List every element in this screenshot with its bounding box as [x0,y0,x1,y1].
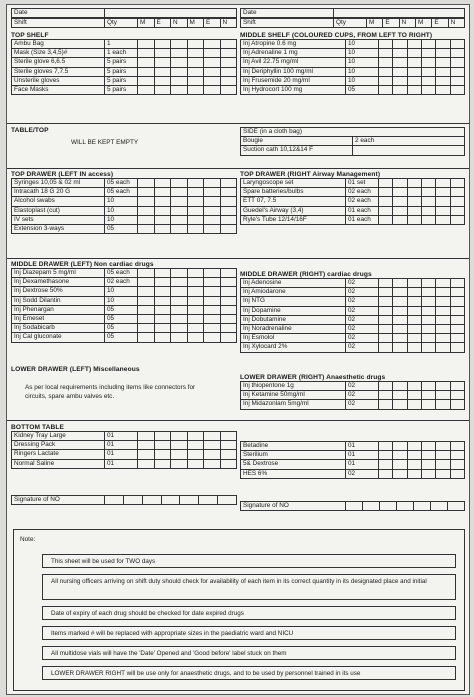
item-name: Inj Dexamethasone [12,278,105,287]
note-item: Items marked # will be replaced with appropriate sizes in the paediatric ward and NICU [42,626,456,640]
item-qty: 02 [346,279,379,288]
item-name: Inj Midazonlam 5mg/ml [241,400,346,409]
section-title: TOP DRAWER (RIGHT Airway Management) [240,171,381,178]
item-qty: 02 [346,306,379,315]
item-qty: 10 [346,40,379,49]
item-qty: 05 [105,314,138,323]
item-qty: 05 each [105,179,138,188]
item-name: Alcohol swabs [12,197,105,206]
section-title: TABLE/TOP [11,127,49,134]
section-title: TOP DRAWER (LEFT IN access) [11,171,114,178]
item-qty: 02 each [346,197,379,206]
item-name: Sterile glove 6,6.5 [12,58,105,67]
signature-label: Signature of NO [12,496,105,505]
section-title: LOWER DRAWER (LEFT) Miscellaneous [11,366,140,373]
shift-e1: E [154,19,171,28]
bottom-table-right [240,441,465,479]
item-qty: 10 [105,287,138,296]
item-name: ETT 07, 7.5 [241,197,346,206]
item-name: Inj Dobutamine [241,315,346,324]
item-name: Inj Dopamine [241,306,346,315]
divider [7,420,469,421]
item-name: Extension 3-ways [12,224,105,233]
header-right [240,8,465,28]
item-qty: 5 pairs [105,58,138,67]
item-name: Guedel's Airway (3,4) [241,206,346,215]
item-qty: 02 [346,343,379,352]
item-name: Inj Deriphyllin 100 mg/ml [241,67,346,76]
bottom-table-left [11,424,237,469]
item-name: Inj Esmolol [241,334,346,343]
item-qty: 02 [346,400,379,409]
item-name: Suction cath 10,12&14 F [241,146,353,155]
item-qty: 5 pairs [105,67,138,76]
divider [7,168,469,169]
item-name: Elastoplast (cut) [12,206,105,215]
date-label: Date [12,9,105,18]
item-name: Spare batteries/bulbs [241,188,346,197]
item-qty: 01 [105,459,138,468]
item-qty: 05 [105,305,138,314]
item-name: Inj NTG [241,297,346,306]
item-name: Intracath 18 G 20 G [12,188,105,197]
lower-drawer-left [11,366,237,401]
middle-drawer-left [11,261,237,343]
qty-label: Qty [334,19,367,28]
item-name: Dressing Pack [12,441,105,450]
item-qty: 10 [105,206,138,215]
item-qty: 01 each [346,215,379,224]
section-title: LOWER DRAWER (RIGHT) Anaesthetic drugs [240,374,386,381]
item-name: Inj Cal gluconate [12,333,105,342]
item-qty: 01 [105,432,138,441]
table-top [11,127,237,146]
qty-label: Qty [105,19,138,28]
top-drawer-right [240,171,465,225]
shift-n2: N [448,19,464,28]
item-name: Inj Adenosine [241,279,346,288]
item-qty: 01 [105,450,138,459]
item-name: Betadine [241,442,346,451]
item-name: Inj thiopentone 1g [241,382,346,391]
item-qty: 02 [346,297,379,306]
shift-n1: N [171,19,188,28]
item-name: Inj Hydrocort 100 mg [241,85,346,94]
item-qty: 02 [346,334,379,343]
divider [7,258,469,259]
item-name: Bougie [241,137,353,146]
note-item: All nursing officers arriving on shift duty should check for availability of each item in its correct quantity in its designated place and initial [42,574,456,600]
item-name: Sterilium [241,451,346,460]
item-qty: 01 [346,442,379,451]
shift-m1: M [367,19,383,28]
table-top-note: WILL BE KEPT EMPTY [71,139,139,146]
item-qty: 01 each [346,206,379,215]
item-qty: 02 each [105,278,138,287]
item-qty: 02 [346,324,379,333]
signature-label: Signature of NO [241,502,346,511]
note-item: This sheet will be used for TWO days [42,554,456,568]
date-label: Date [241,9,334,18]
item-qty: 10 [346,76,379,85]
lower-drawer-right [240,374,465,410]
item-qty: 2 each [353,137,465,146]
item-name: Inj Emeset [12,314,105,323]
item-qty: 10 [346,49,379,58]
note-item: LOWER DRAWER RIGHT will be use only for anaesthetic drugs, and to be used by personnel trained in its use [42,666,456,680]
item-qty: 05 [105,333,138,342]
section-title: BOTTOM TABLE [11,424,64,431]
item-name: HES 6% [241,469,346,478]
item-name: Ambu Bag [12,40,105,49]
item-qty: 02 [346,391,379,400]
section-title: MIDDLE SHELF (COLOURED CUPS, FROM LEFT TO RIGHT) [240,32,433,39]
item-name: Inj Atropine 0.6 mg [241,40,346,49]
item-qty: 02 [346,315,379,324]
item-name: Inj Sodabicarb [12,324,105,333]
item-qty: 1 each [105,49,138,58]
item-qty: 05 each [105,188,138,197]
item-name: Inj Avil 22.75 mg/ml [241,58,346,67]
note-item: All multidose vials will have the 'Date' Opened and 'Good before' label stuck on them [42,646,456,660]
item-name: Inj Dextrose 50% [12,287,105,296]
item-qty: 05 [105,224,138,233]
item-name: Inj Sodd Dilantin [12,296,105,305]
item-qty: 02 each [346,188,379,197]
shift-label: Shift [241,19,334,28]
section-title: TOP SHELF [11,32,49,39]
item-name: Inj Phenargan [12,305,105,314]
top-drawer-left [11,171,237,234]
signature-left [11,495,237,505]
checklist-sheet [6,4,470,695]
shift-e2: E [432,19,448,28]
item-name: Ryle's Tube 12/14/16F [241,215,346,224]
section-title: MIDDLE DRAWER (LEFT) Non cardiac drugs [11,261,154,268]
shift-m2: M [415,19,431,28]
note-item: Date of expiry of each drug should be checked for date expired drugs [42,606,456,620]
item-name: Face Masks [12,85,105,94]
middle-shelf [240,32,465,95]
shift-e1: E [383,19,399,28]
item-qty: 01 [105,441,138,450]
item-name: Inj Ketamine 50mg/ml [241,391,346,400]
section-title: MIDDLE DRAWER (RIGHT) cardiac drugs [240,271,372,278]
side-bag [240,127,465,156]
shift-m2: M [187,19,204,28]
item-name: Inj Frusemide 20 mg/ml [241,76,346,85]
item-qty: 10 [346,67,379,76]
item-name: Sterile gloves 7,7.5 [12,67,105,76]
top-shelf [11,32,237,95]
item-qty: 10 [105,296,138,305]
item-name: Syringes 10,05 & 02 ml [12,179,105,188]
shift-m1: M [138,19,155,28]
divider [7,123,469,124]
item-qty: 10 [105,215,138,224]
item-qty: 02 [346,382,379,391]
shift-n1: N [399,19,415,28]
shift-n2: N [220,19,237,28]
section-title: SIDE (in a cloth bag) [241,128,465,137]
item-name: Normal Saline [12,459,105,468]
item-name: Inj Diazepam 5 mg/ml [12,269,105,278]
item-name: Inj Noradrenaline [241,324,346,333]
item-qty: 05 [105,324,138,333]
item-qty: 10 [346,58,379,67]
item-qty: 10 [105,197,138,206]
item-name: Inj Adrenaline 1 mg [241,49,346,58]
item-name: Ringers Lactate [12,450,105,459]
item-qty: 5 pairs [105,76,138,85]
shift-label: Shift [12,19,105,28]
item-qty: 01 [346,460,379,469]
header-left [11,8,237,28]
item-name: Kidney Tray Large [12,432,105,441]
shift-e2: E [204,19,221,28]
notes-box [13,529,465,691]
item-qty: 01 set [346,179,379,188]
item-name: IV sets [12,215,105,224]
item-name: Inj Xylocard 2% [241,343,346,352]
item-qty: 05 each [105,269,138,278]
item-name: 5& Dextrose [241,460,346,469]
item-qty: 02 [346,288,379,297]
item-qty: 5 pairs [105,85,138,94]
item-name: Mask (Size 3,4,5)# [12,49,105,58]
notes-title: Note: [20,536,36,543]
item-qty [353,146,465,155]
item-name: Laryngoscope set [241,179,346,188]
middle-drawer-right [240,271,465,353]
item-qty: 05 [346,85,379,94]
item-qty: 1 [105,40,138,49]
item-name: Inj Amiodarone [241,288,346,297]
item-name: Unsterile gloves [12,76,105,85]
item-qty: 02 [346,469,379,478]
item-qty: 01 [346,451,379,460]
signature-right [240,501,465,511]
lower-drawer-left-note: As per local requirements including items like connectors for circuits, spare ambu valves etc. [25,384,196,400]
